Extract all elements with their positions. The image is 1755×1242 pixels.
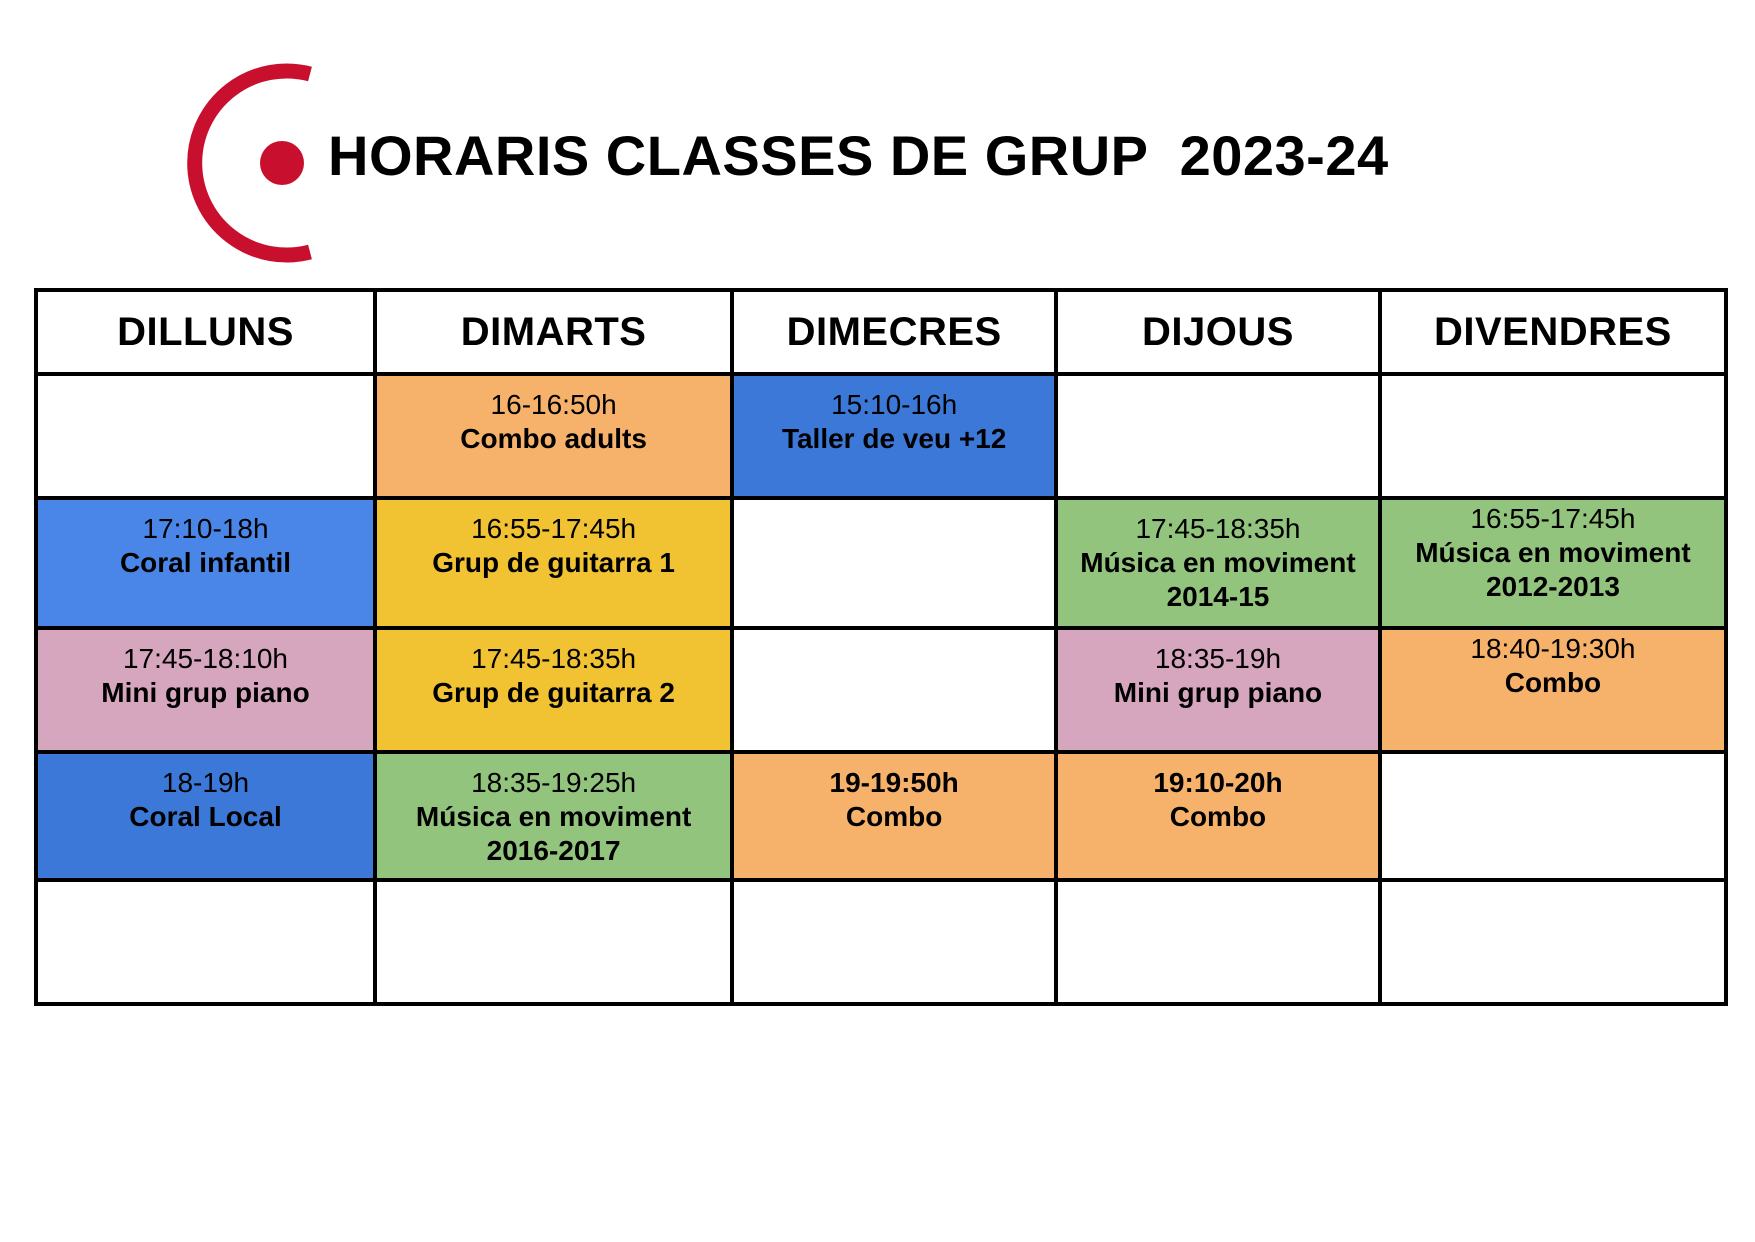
- class-cell: [375, 628, 732, 752]
- class-cell: [1056, 498, 1380, 628]
- day-header-row: [36, 290, 1726, 374]
- class-time: 18:40-19:30h: [1470, 632, 1636, 664]
- empty-cell: [1056, 374, 1380, 498]
- class-name: Combo: [845, 801, 943, 833]
- class-name: Grup de guitarra 2: [432, 676, 675, 708]
- class-time: 19:10-20h: [1153, 767, 1283, 799]
- class-cell: [375, 752, 732, 879]
- class-time: 16:55-17:45h: [1470, 503, 1636, 535]
- class-cell: [1056, 628, 1380, 752]
- class-time: 15:10-16h: [831, 389, 958, 420]
- class-name: Taller de veu +12: [781, 423, 1007, 454]
- class-name: Combo: [1169, 801, 1267, 833]
- class-name: Coral infantil: [119, 547, 292, 579]
- class-cell: [1380, 628, 1726, 752]
- class-time: 17:45-18:10h: [122, 642, 289, 674]
- class-name: Grup de guitarra 1: [432, 547, 675, 579]
- class-name: Mini grup piano: [101, 676, 310, 708]
- class-cell: [36, 628, 375, 752]
- schedule-row: [36, 374, 1726, 498]
- class-cell: [375, 498, 732, 628]
- empty-cell: [36, 374, 375, 498]
- schedule-row: [36, 752, 1726, 879]
- class-cell: [1056, 752, 1380, 879]
- empty-cell: [1380, 752, 1726, 879]
- class-time: 18:35-19h: [1154, 642, 1282, 674]
- class-time: 17:45-18:35h: [471, 642, 637, 674]
- school-logo: [150, 58, 320, 268]
- day-header-tuesday: DIMARTS: [375, 290, 732, 374]
- class-name: Música en moviment 2014-15: [1080, 547, 1356, 613]
- day-header-wednesday: DIMECRES: [732, 290, 1056, 374]
- class-name: Combo: [1504, 666, 1602, 698]
- class-cell: [375, 374, 732, 498]
- class-time: 17:10-18h: [142, 513, 269, 545]
- page-title: HORARIS CLASSES DE GRUP 2023-24: [328, 124, 1389, 187]
- class-cell: [1380, 498, 1726, 628]
- class-cell: [732, 752, 1056, 879]
- schedule-row: [36, 880, 1726, 1004]
- day-header-friday: DIVENDRES: [1380, 290, 1726, 374]
- class-name: Música en moviment 2016-2017: [415, 801, 692, 867]
- empty-cell: [1380, 374, 1726, 498]
- class-time: 16-16:50h: [490, 389, 617, 420]
- empty-cell: [732, 628, 1056, 752]
- schedule-row: [36, 628, 1726, 752]
- empty-cell: [732, 880, 1056, 1004]
- class-time: 19-19:50h: [829, 767, 959, 799]
- empty-cell: [1380, 880, 1726, 1004]
- empty-cell: [732, 498, 1056, 628]
- class-cell: [732, 374, 1056, 498]
- class-time: 17:45-18:35h: [1135, 513, 1301, 545]
- empty-cell: [375, 880, 732, 1004]
- class-name: Música en moviment 2012-2013: [1415, 537, 1691, 603]
- class-cell: [36, 498, 375, 628]
- class-name: Mini grup piano: [1113, 676, 1323, 708]
- day-header-thursday: DIJOUS: [1056, 290, 1380, 374]
- class-name: Coral Local: [129, 801, 282, 833]
- class-time: 16:55-17:45h: [471, 513, 637, 545]
- schedule-row: [36, 498, 1726, 628]
- day-header-monday: DILLUNS: [36, 290, 375, 374]
- empty-cell: [36, 880, 375, 1004]
- class-time: 18-19h: [161, 767, 250, 799]
- class-cell: [36, 752, 375, 879]
- class-time: 18:35-19:25h: [471, 767, 637, 799]
- empty-cell: [1056, 880, 1380, 1004]
- class-name: Combo adults: [460, 423, 647, 454]
- schedule-table: [34, 288, 1728, 1006]
